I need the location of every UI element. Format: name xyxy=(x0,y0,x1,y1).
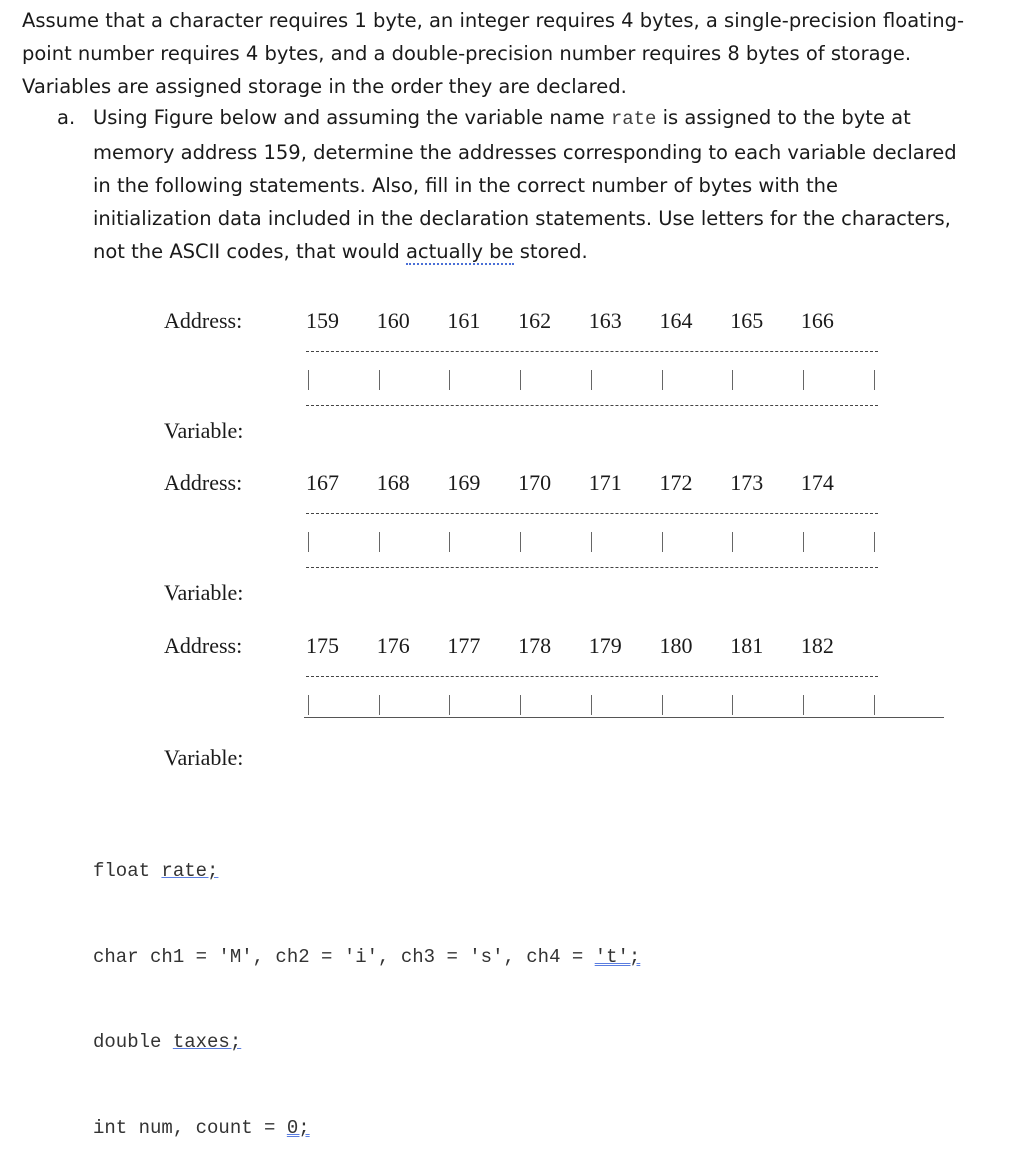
cell-divider xyxy=(308,695,309,715)
code-char-t: 't'; xyxy=(594,945,641,968)
cell-divider xyxy=(662,695,663,715)
question-marker: a. xyxy=(57,106,76,129)
cell-divider xyxy=(379,695,380,715)
cell-divider xyxy=(520,695,521,715)
question-a xyxy=(57,101,957,268)
memory-address: 182 xyxy=(800,633,834,658)
cell-divider xyxy=(732,370,733,390)
code-var-taxes: taxes; xyxy=(172,1031,242,1053)
memory-address: 170 xyxy=(518,470,552,495)
intro-line: Variables are assigned storage in the order they are declared. xyxy=(22,75,627,98)
question-text xyxy=(93,101,957,268)
cell-divider xyxy=(379,532,380,552)
question-line xyxy=(93,101,957,136)
dashed-line xyxy=(306,676,878,677)
address-label: Address: xyxy=(164,470,243,495)
code-init-zero: 0; xyxy=(286,1116,310,1139)
grammar-flagged-text: actually be xyxy=(405,240,514,263)
cell-divider xyxy=(803,370,804,390)
cell-divider xyxy=(874,695,875,715)
memory-address: 176 xyxy=(376,633,410,658)
code-var-rate: rate; xyxy=(161,860,219,882)
memory-address: 179 xyxy=(588,633,622,658)
question-line: initialization data included in the declaration statements. Use letters for the characters, xyxy=(93,207,951,230)
cell-divider xyxy=(732,532,733,552)
memory-address: 171 xyxy=(588,470,622,495)
address-label: Address: xyxy=(164,633,243,658)
dashed-line xyxy=(306,351,878,352)
intro-paragraph xyxy=(22,4,1002,103)
cell-divider xyxy=(449,370,450,390)
cell-divider xyxy=(803,695,804,715)
memory-address: 172 xyxy=(659,470,693,495)
memory-address: 163 xyxy=(588,308,622,333)
memory-address: 165 xyxy=(730,308,764,333)
cell-divider xyxy=(662,370,663,390)
code-text: double xyxy=(93,1031,173,1053)
dashed-line xyxy=(306,567,878,568)
code-line xyxy=(93,1028,640,1057)
memory-address: 178 xyxy=(518,633,552,658)
cell-divider xyxy=(591,370,592,390)
memory-address: 180 xyxy=(659,633,693,658)
code-text: int num, count = xyxy=(93,1116,287,1139)
cell-divider xyxy=(662,532,663,552)
variable-label: Variable: xyxy=(164,745,244,770)
cell-divider xyxy=(308,532,309,552)
question-line: in the following statements. Also, fill in the correct number of bytes with the xyxy=(93,174,838,197)
question-text-part: stored. xyxy=(513,240,588,263)
memory-address: 160 xyxy=(376,308,410,333)
code-block xyxy=(93,800,640,1171)
memory-address: 181 xyxy=(730,633,764,658)
question-text-part: is assigned to the byte at xyxy=(656,106,911,129)
question-line: memory address 159, determine the addresses corresponding to each variable declared xyxy=(93,141,957,164)
memory-address: 175 xyxy=(306,633,339,658)
memory-address: 174 xyxy=(800,470,834,495)
variable-label: Variable: xyxy=(164,580,244,605)
intro-line: Assume that a character requires 1 byte, an integer requires 4 bytes, a single-precision floating- xyxy=(22,9,964,32)
inline-code-rate: rate xyxy=(610,108,657,130)
memory-address: 168 xyxy=(376,470,410,495)
cell-divider xyxy=(449,532,450,552)
code-line xyxy=(93,943,640,972)
dashed-line xyxy=(306,405,878,406)
cell-divider xyxy=(308,370,309,390)
code-line xyxy=(93,1114,640,1143)
cell-divider xyxy=(520,532,521,552)
question-line xyxy=(93,235,957,268)
cell-divider xyxy=(591,532,592,552)
memory-address: 161 xyxy=(447,308,481,333)
cell-divider xyxy=(874,532,875,552)
cell-divider xyxy=(520,370,521,390)
memory-address: 177 xyxy=(447,633,481,658)
cell-divider xyxy=(449,695,450,715)
cell-divider xyxy=(732,695,733,715)
memory-address: 164 xyxy=(659,308,693,333)
cell-divider xyxy=(803,532,804,552)
code-text: char ch1 = 'M', ch2 = 'i', ch3 = 's', ch4 = xyxy=(93,945,595,968)
question-text-part: Using Figure below and assuming the variable name xyxy=(93,106,611,129)
cell-divider xyxy=(874,370,875,390)
memory-address: 173 xyxy=(730,470,764,495)
question-text-part: not the ASCII codes, that would xyxy=(93,240,406,263)
memory-address: 166 xyxy=(800,308,834,333)
memory-address: 169 xyxy=(447,470,481,495)
memory-address: 167 xyxy=(306,470,339,495)
underline-rule xyxy=(304,717,944,718)
memory-address: 162 xyxy=(518,308,552,333)
cell-divider xyxy=(379,370,380,390)
memory-address: 159 xyxy=(306,308,339,333)
code-text: float xyxy=(93,860,162,882)
intro-line: point number requires 4 bytes, and a double-precision number requires 8 bytes of storage. xyxy=(22,42,912,65)
code-line xyxy=(93,857,640,886)
variable-label: Variable: xyxy=(164,418,244,443)
address-label: Address: xyxy=(164,308,243,333)
dashed-line xyxy=(306,513,878,514)
cell-divider xyxy=(591,695,592,715)
